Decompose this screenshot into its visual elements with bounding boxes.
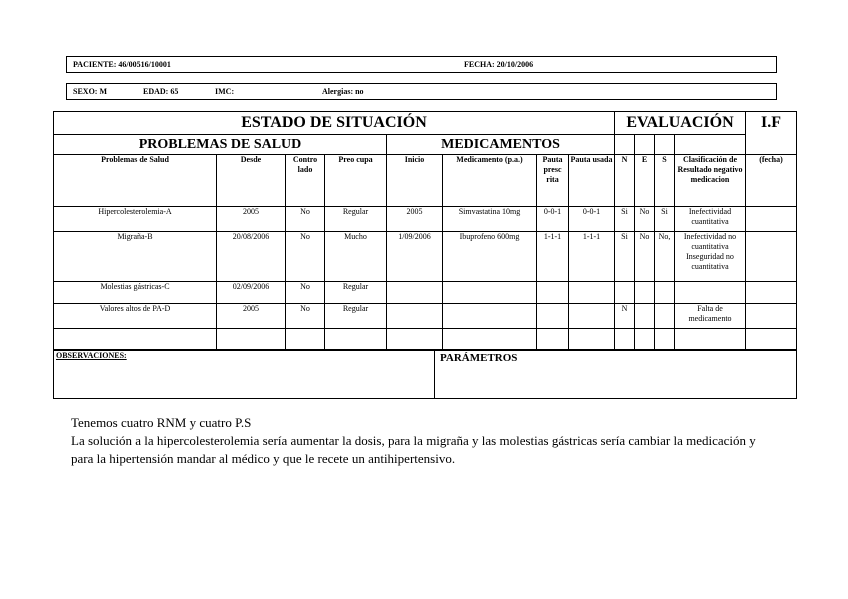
col-desde: Desde <box>217 155 286 207</box>
table-row <box>54 207 797 232</box>
notes-text <box>71 414 771 468</box>
col-preocupa: Preo cupa <box>325 155 387 207</box>
alergias-label: Alergias: no <box>322 87 364 96</box>
col-medicamento: Medicamento (p.a.) <box>443 155 537 207</box>
cell-prescrita <box>537 282 569 304</box>
cell-preocupa: Regular <box>325 207 387 232</box>
cell-preocupa: Mucho <box>325 232 387 282</box>
estado-situacion-title: ESTADO DE SITUACIÓN <box>54 112 615 135</box>
patient-info-header <box>66 83 777 100</box>
cell-clasificacion: Inefectividad cuantitativa <box>675 207 746 232</box>
cell-usada: 0-0-1 <box>569 207 615 232</box>
cell-medicamento: Ibuprofeno 600mg <box>443 232 537 282</box>
cell-desde: 2005 <box>217 304 286 329</box>
table-row <box>54 232 797 282</box>
cell-preocupa: Regular <box>325 282 387 304</box>
cell-inicio: 1/09/2006 <box>387 232 443 282</box>
patient-header <box>66 56 777 73</box>
cell-clasificacion: Falta de medicamento <box>675 304 746 329</box>
col-controlado: Contro lado <box>286 155 325 207</box>
parametros-box <box>434 349 797 399</box>
cell-e: No <box>635 207 655 232</box>
edad-label: EDAD: 65 <box>143 87 179 96</box>
parametros-label: PARÁMETROS <box>440 352 518 364</box>
problemas-title: PROBLEMAS DE SALUD <box>54 135 387 155</box>
cell-clasificacion <box>675 282 746 304</box>
cell-n <box>615 282 635 304</box>
cell-e <box>635 282 655 304</box>
observaciones-box <box>53 349 434 399</box>
if-title: I.F <box>746 112 797 155</box>
col-n: N <box>615 155 635 207</box>
col-clasificacion: Clasificación de Resultado negativo medicacion <box>675 155 746 207</box>
cell-controlado: No <box>286 304 325 329</box>
sexo-label: SEXO: M <box>73 87 107 96</box>
cell-problema: Migraña-B <box>54 232 217 282</box>
cell-inicio: 2005 <box>387 207 443 232</box>
col-fecha: (fecha) <box>746 155 797 207</box>
medicamentos-title: MEDICAMENTOS <box>387 135 615 155</box>
cell-fecha <box>746 232 797 282</box>
estado-situacion-table <box>53 111 797 351</box>
table-row <box>54 304 797 329</box>
paciente-label: PACIENTE: 46/00516/10001 <box>73 60 171 69</box>
cell-problema: Molestias gástricas-C <box>54 282 217 304</box>
cell-s <box>655 304 675 329</box>
cell-n: N <box>615 304 635 329</box>
cell-prescrita: 0-0-1 <box>537 207 569 232</box>
cell-usada: 1-1-1 <box>569 232 615 282</box>
cell-controlado: No <box>286 232 325 282</box>
cell-prescrita: 1-1-1 <box>537 232 569 282</box>
notes-line-2: La solución a la hipercolesterolemia sería aumentar la dosis, para la migraña y las molestias gástricas sería cambiar la medicación y para la hipertensión mandar al médico y que le recete un antihipertensivo. <box>71 433 756 466</box>
cell-n: Si <box>615 207 635 232</box>
cell-s: No, <box>655 232 675 282</box>
cell-fecha <box>746 207 797 232</box>
cell-s: Si <box>655 207 675 232</box>
observaciones-label: OBSERVACIONES: <box>56 351 127 360</box>
col-s: S <box>655 155 675 207</box>
col-pauta-usada: Pauta usada <box>569 155 615 207</box>
cell-e <box>635 304 655 329</box>
cell-controlado: No <box>286 207 325 232</box>
cell-desde: 2005 <box>217 207 286 232</box>
cell-medicamento <box>443 304 537 329</box>
cell-desde: 20/08/2006 <box>217 232 286 282</box>
cell-problema: Hipercolesterolemia-A <box>54 207 217 232</box>
notes-line-1: Tenemos cuatro RNM y cuatro P.S <box>71 415 252 430</box>
col-inicio: Inicio <box>387 155 443 207</box>
cell-medicamento: Simvastatina 10mg <box>443 207 537 232</box>
cell-medicamento <box>443 282 537 304</box>
fecha-label: FECHA: 20/10/2006 <box>464 60 534 69</box>
cell-fecha <box>746 282 797 304</box>
cell-desde: 02/09/2006 <box>217 282 286 304</box>
cell-inicio <box>387 304 443 329</box>
cell-usada <box>569 304 615 329</box>
cell-s <box>655 282 675 304</box>
evaluacion-title: EVALUACIÓN <box>615 112 746 135</box>
table-row <box>54 282 797 304</box>
cell-usada <box>569 282 615 304</box>
cell-inicio <box>387 282 443 304</box>
cell-n: Si <box>615 232 635 282</box>
cell-problema: Valores altos de PA-D <box>54 304 217 329</box>
col-pauta-prescrita: Pauta presc rita <box>537 155 569 207</box>
cell-clasificacion: Inefectividad no cuantitativa Inseguridad no cuantitativa <box>675 232 746 282</box>
cell-preocupa: Regular <box>325 304 387 329</box>
cell-e: No <box>635 232 655 282</box>
col-e: E <box>635 155 655 207</box>
cell-prescrita <box>537 304 569 329</box>
table-row-empty <box>54 329 797 351</box>
col-problemas: Problemas de Salud <box>54 155 217 207</box>
cell-controlado: No <box>286 282 325 304</box>
imc-label: IMC: <box>215 87 235 96</box>
cell-fecha <box>746 304 797 329</box>
